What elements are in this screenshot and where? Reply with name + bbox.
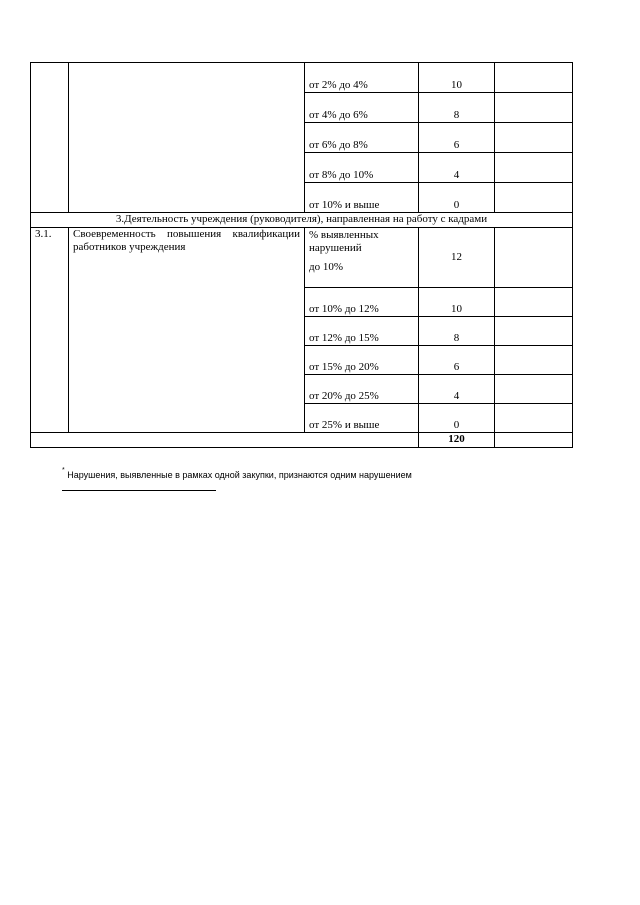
score-cell: 4 [419,375,495,404]
empty-cell [495,288,573,317]
footnote [62,467,412,480]
score-cell: 10 [419,63,495,93]
score-cell: 12 [419,228,495,288]
empty-cell [495,183,573,213]
score-cell: 8 [419,93,495,123]
criterion-cell [305,228,419,288]
empty-cell [495,404,573,433]
criteria-table [30,62,573,448]
empty-cell [495,123,573,153]
score-cell: 0 [419,404,495,433]
number-cell [31,63,69,213]
score-cell: 6 [419,346,495,375]
name-cell [69,63,305,213]
empty-cell [495,93,573,123]
score-cell: 8 [419,317,495,346]
criterion-cell: от 6% до 8% [305,123,419,153]
score-cell: 10 [419,288,495,317]
empty-cell [495,433,573,448]
criterion-cell: от 25% и выше [305,404,419,433]
score-cell: 0 [419,183,495,213]
empty-cell [495,346,573,375]
item-number: 3.1. [31,228,69,433]
footnote-marker: * [62,467,65,474]
score-cell: 6 [419,123,495,153]
criterion-cell: от 8% до 10% [305,153,419,183]
table-row [31,63,573,93]
criterion-header: % выявленных нарушений [309,229,379,254]
total-row [31,433,573,448]
criterion-cell: от 20% до 25% [305,375,419,404]
criterion-cell: от 2% до 4% [305,63,419,93]
empty-cell [495,375,573,404]
footnote-divider [62,490,216,491]
empty-cell [495,63,573,93]
total-value: 120 [419,433,495,448]
criterion-cell: от 10% и выше [305,183,419,213]
score-cell: 4 [419,153,495,183]
first-criterion: до 10% [309,261,344,273]
empty-cell [495,153,573,183]
criterion-cell: от 12% до 15% [305,317,419,346]
empty-cell [495,317,573,346]
criterion-cell: от 10% до 12% [305,288,419,317]
footnote-text: Нарушения, выявленные в рамках одной закупки, признаются одним нарушением [67,470,412,480]
item-name: Своевременность повышения квалификации работников учреждения [69,228,305,433]
section-title: 3.Деятельность учреждения (руководителя), направленная на работу с кадрами [31,213,573,228]
empty-cell [495,228,573,288]
table-row [31,228,573,288]
section-row [31,213,573,228]
total-label-cell [31,433,419,448]
criterion-cell: от 15% до 20% [305,346,419,375]
criterion-cell: от 4% до 6% [305,93,419,123]
